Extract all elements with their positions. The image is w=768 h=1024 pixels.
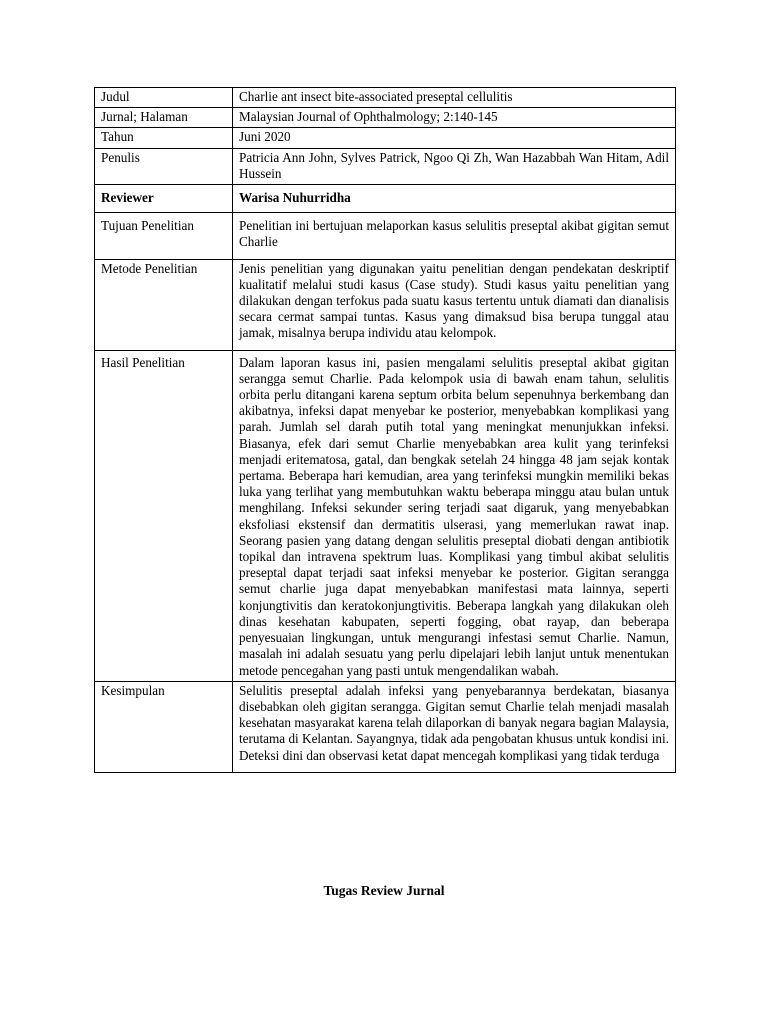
journal-review-table	[94, 87, 676, 773]
row-value: Selulitis preseptal adalah infeksi yang penyebarannya berdekatan, biasanya disebabkan oleh gigitan serangga. Gigitan semut Charlie telah menjadi masalah kesehatan masyarakat karena telah dilaporkan di banyak negara bagian Malaysia, terutama di Kelantan. Sayangnya, tidak ada pengobatan khusus untuk kondisi ini. Deteksi dini dan observasi ketat dapat mencegah komplikasi yang tidak terduga	[233, 681, 676, 772]
table-row-kesimpulan	[95, 681, 676, 772]
table-row-tahun	[95, 128, 676, 148]
row-label: Tahun	[95, 128, 233, 148]
table-row-reviewer	[95, 185, 676, 213]
row-value: Patricia Ann John, Sylves Patrick, Ngoo Qi Zh, Wan Hazabbah Wan Hitam, Adil Hussein	[233, 148, 676, 184]
row-value: Dalam laporan kasus ini, pasien mengalami selulitis preseptal akibat gigitan serangga semut Charlie. Pada kelompok usia di bawah enam tahun, selulitis orbita perlu ditangani karena septum orbita belum sepenuhnya berkembang dan akibatnya, infeksi dapat menyebar ke posterior, menyebabkan komplikasi yang parah. Jumlah sel darah putih total yang meningkat menunjukkan infeksi. Biasanya, efek dari semut Charlie menyebabkan area kulit yang terinfeksi menjadi eritematosa, gatal, dan bengkak setelah 24 hingga 48 jam sejak kontak pertama. Beberapa hari kemudian, area yang terinfeksi mungkin memiliki bekas luka yang terlihat yang membutuhkan waktu beberapa minggu atau bulan untuk menghilang. Infeksi sekunder sering terjadi saat digaruk, yang menyebabkan eksfoliasi ekstensif dan dermatitis ulserasi, yang memerlukan rawat inap. Seorang pasien yang datang dengan selulitis preseptal diobati dengan antibiotik topikal dan intravena spektrum luas. Komplikasi yang timbul akibat selulitis preseptal dapat terjadi saat infeksi menyebar ke posterior. Gigitan serangga semut charlie juga dapat menyebabkan manifestasi mata lainnya, seperti konjungtivitis dan keratokonjungtivitis. Beberapa langkah yang dilakukan oleh dinas kesehatan kabupaten, seperti fogging, obat rayap, dan beberapa penyesuaian lingkungan, untuk mengurangi infestasi semut Charlie. Namun, masalah ini adalah sesuatu yang perlu dipelajari lebih lanjut untuk menentukan metode pencegahan yang pasti untuk mengendalikan wabah.	[233, 350, 676, 681]
row-label: Jurnal; Halaman	[95, 108, 233, 128]
row-value: Penelitian ini bertujuan melaporkan kasus selulitis preseptal akibat gigitan semut Charlie	[233, 213, 676, 259]
table-row-hasil	[95, 350, 676, 681]
table-row-jurnal	[95, 108, 676, 128]
row-value: Malaysian Journal of Ophthalmology; 2:140-145	[233, 108, 676, 128]
table-row-metode	[95, 259, 676, 350]
row-label: Tujuan Penelitian	[95, 213, 233, 259]
row-label: Kesimpulan	[95, 681, 233, 772]
page-caption: Tugas Review Jurnal	[323, 883, 445, 898]
row-label: Metode Penelitian	[95, 259, 233, 350]
row-value: Charlie ant insect bite-associated preseptal cellulitis	[233, 88, 676, 108]
row-value: Jenis penelitian yang digunakan yaitu penelitian dengan pendekatan deskriptif kualitatif melalui studi kasus (Case study). Studi kasus yaitu penelitian yang dilakukan dengan terfokus pada suatu kasus tertentu untuk diamati dan dianalisis secara cermat sampai tuntas. Kasus yang dimaksud bisa berupa tunggal atau jamak, misalnya berupa individu atau kelompok.	[233, 259, 676, 350]
table-row-tujuan	[95, 213, 676, 259]
row-label: Reviewer	[95, 185, 233, 213]
row-label: Judul	[95, 88, 233, 108]
table-row-penulis	[95, 148, 676, 184]
row-label: Hasil Penelitian	[95, 350, 233, 681]
row-value: Warisa Nuhurridha	[233, 185, 676, 213]
table-row-judul	[95, 88, 676, 108]
row-label: Penulis	[95, 148, 233, 184]
row-value: Juni 2020	[233, 128, 676, 148]
